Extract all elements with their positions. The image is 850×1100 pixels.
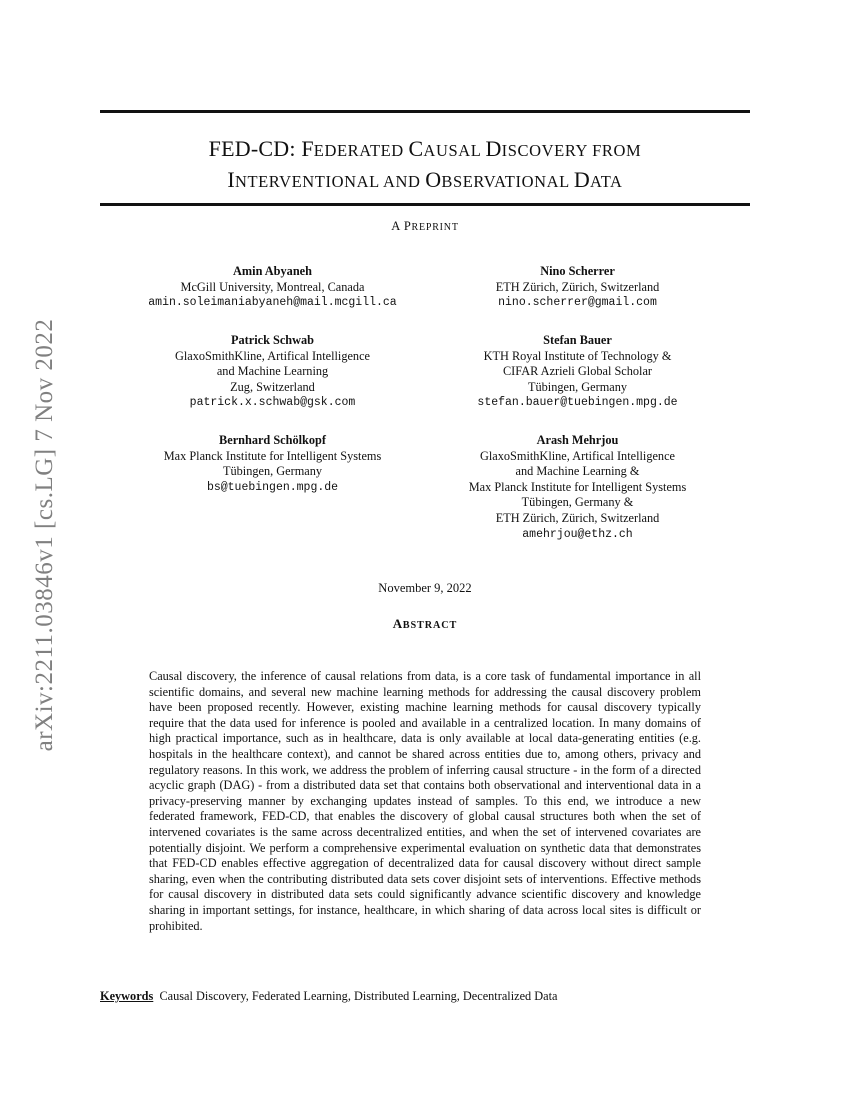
preprint-label [100, 219, 750, 234]
keywords-list: Causal Discovery, Federated Learning, Distributed Learning, Decentralized Data [159, 989, 558, 1003]
title-text-part: D [573, 167, 591, 192]
author-affiliation: ETH Zürich, Zürich, Switzerland [495, 279, 660, 294]
author-name: Nino Scherrer [540, 264, 615, 278]
title-text-part: D [485, 136, 502, 161]
title-text-part: I [227, 167, 235, 192]
author-affiliation: Max Planck Institute for Intelligent Systems [468, 479, 687, 494]
author-block [440, 264, 715, 311]
author-affiliation: Tübingen, Germany [222, 464, 323, 479]
title-rule-top [100, 110, 750, 113]
author-affiliation: ETH Zürich, Zürich, Switzerland [495, 510, 660, 525]
preprint-text-part: A P [391, 219, 412, 233]
publication-date: November 9, 2022 [378, 581, 472, 595]
keywords-label: Keywords [100, 989, 154, 1003]
title-text-part: EDERATED [313, 141, 409, 160]
author-email[interactable]: nino.scherrer@gmail.com [498, 296, 657, 310]
author-affiliation: GlaxoSmithKline, Artifical Intelligence [480, 448, 675, 463]
author-name: Arash Mehrjou [536, 433, 619, 447]
author-name: Amin Abyaneh [233, 264, 312, 278]
author-email[interactable]: bs@tuebingen.mpg.de [206, 480, 339, 494]
abstract-heading-part: BSTRACT [402, 620, 458, 631]
author-affiliation: and Machine Learning & [515, 464, 640, 479]
arxiv-identifier-sidebar: arXiv:2211.03846v1 [cs.LG] 7 Nov 2022 [31, 318, 58, 752]
author-email[interactable]: patrick.x.schwab@gsk.com [189, 396, 356, 410]
author-affiliation: Max Planck Institute for Intelligent Systems [163, 448, 382, 463]
title-line-2 [100, 165, 750, 196]
title-text-part: C [408, 136, 424, 161]
title-text-part: O [425, 167, 442, 192]
title-rule-bottom [100, 203, 750, 206]
author-block [120, 333, 425, 411]
title-text-part: BSERVATIONAL [441, 172, 574, 191]
title-text-part: AUSAL [423, 141, 486, 160]
author-email[interactable]: amin.soleimaniabyaneh@mail.mcgill.ca [148, 296, 397, 310]
author-affiliation: and Machine Learning [216, 364, 329, 379]
author-block [120, 264, 425, 311]
author-affiliation: KTH Royal Institute of Technology & [483, 348, 672, 363]
author-affiliation: GlaxoSmithKline, Artifical Intelligence [175, 348, 370, 363]
title-text-part: ATA [590, 172, 623, 191]
author-block [440, 433, 715, 542]
author-name: Patrick Schwab [230, 333, 314, 347]
abstract-heading [100, 616, 750, 632]
abstract-heading-part: A [392, 616, 403, 631]
author-email[interactable]: stefan.bauer@tuebingen.mpg.de [477, 396, 678, 410]
title-text-part: FED-CD: F [208, 136, 314, 161]
author-affiliation: CIFAR Azrieli Global Scholar [502, 364, 653, 379]
author-affiliation: Tübingen, Germany [527, 379, 628, 394]
title-text-part: ISCOVERY FROM [501, 141, 642, 160]
preprint-text-part: REPRINT [411, 222, 459, 233]
keywords-line [100, 989, 557, 1004]
author-block [120, 433, 425, 495]
author-block [440, 333, 715, 411]
title-line-1 [100, 134, 750, 165]
author-name: Bernhard Schölkopf [219, 433, 326, 447]
abstract-body: Causal discovery, the inference of causal relations from data, is a core task of fundamental importance in all scientific domains, and several new machine learning methods for addressing the causal discovery problem have been proposed recently. However, existing machine learning methods for causal discovery typically require that the data used for inference is pooled and available in a centralized location. In many domains of high practical importance, such as in healthcare, data is only available at local data-generating entities (e.g. hospitals in the healthcare context), and cannot be shared across entities due to, among others, privacy and regulatory reasons. In this work, we address the problem of inferring causal structure - in the form of a directed acyclic graph (DAG) - from a distributed data set that contains both observational and interventional data in a privacy-preserving manner by exchanging updates instead of samples. To this end, we introduce a new federated framework, FED-CD, that enables the discovery of global causal structures both when the set of intervened covariates is the same across decentralized entities, and when the set of intervened covariates are potentially disjoint. We perform a comprehensive experimental evaluation on synthetic data that demonstrates that FED-CD enables effective aggregation of decentralized data for causal discovery without direct sample sharing, even when the contributing distributed data sets cover disjoint sets of interventions. Effective methods for causal discovery in distributed data sets could significantly advance scientific discovery and knowledge sharing in important settings, for instance, healthcare, in which sharing of data across local sites is difficult or prohibited. [149, 669, 701, 933]
author-email[interactable]: amehrjou@ethz.ch [522, 527, 633, 541]
paper-title [100, 134, 750, 196]
author-affiliation: Tübingen, Germany & [521, 495, 634, 510]
author-affiliation: McGill University, Montreal, Canada [180, 279, 365, 294]
author-name: Stefan Bauer [543, 333, 612, 347]
title-text-part: NTERVENTIONAL AND [234, 172, 426, 191]
author-affiliation: Zug, Switzerland [230, 379, 315, 394]
